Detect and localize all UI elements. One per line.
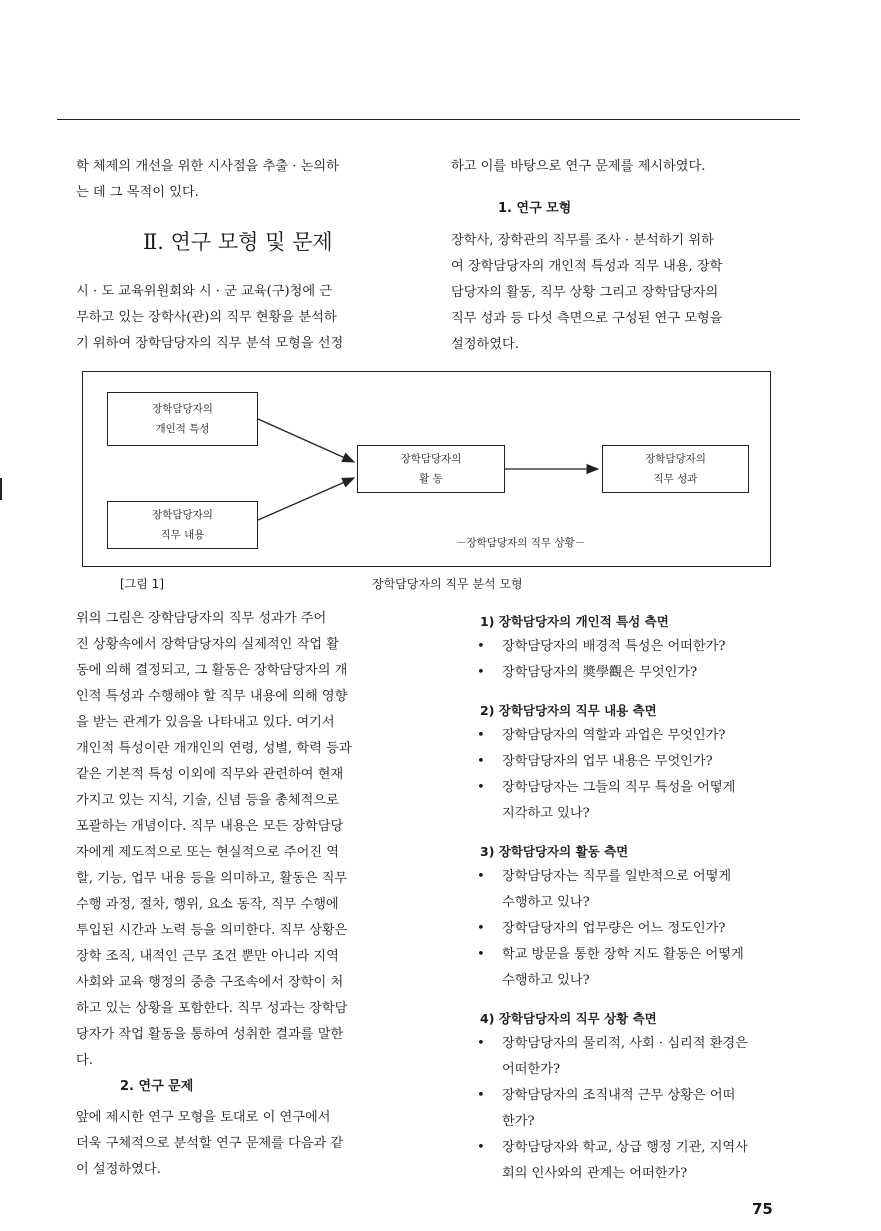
- intro-paragraph-left: 학 체제의 개선을 위한 시사점을 추출 · 논의하 는 데 그 목적이 있다.: [76, 159, 339, 200]
- question-item: • 장학담당자의 업무 내용은 무엇인가?: [480, 749, 808, 775]
- box-job-content: 장학담당자의 직무 내용: [107, 501, 258, 549]
- subsection-title-model: 1. 연구 모형: [498, 201, 572, 216]
- intro-paragraph-right: 하고 이를 바탕으로 연구 문제를 제시하였다.: [451, 159, 706, 174]
- question-group-title: 1) 장학담당자의 개인적 특성 측면: [480, 614, 669, 629]
- question-item: • 장학담당자의 업무량은 어느 정도인가?: [480, 916, 808, 942]
- question-item: • 장학담당자의 奬學觀은 무엇인가?: [480, 660, 808, 686]
- bullet-icon: •: [477, 1036, 485, 1051]
- bullet-icon: •: [477, 869, 485, 884]
- bullet-icon: •: [477, 921, 485, 936]
- question-item: • 학교 방문을 통한 장학 지도 활동은 어떻게 수행하고 있나?: [480, 942, 808, 994]
- question-item: • 장학담당자의 역할과 과업은 무엇인가?: [480, 723, 808, 749]
- box-personal-traits: 장학담당자의 개인적 특성: [107, 392, 258, 446]
- arrow-content-to-activity: [258, 478, 354, 520]
- figure-label: [그림 1]: [120, 577, 164, 591]
- questions-intro-paragraph: 앞에 제시한 연구 모형을 토대로 이 연구에서 더욱 구체적으로 분석할 연구 문제를 다음과 같 이 설정하였다.: [76, 1110, 344, 1177]
- question-item: • 장학담당자는 그들의 직무 특성을 어떻게 지각하고 있나?: [480, 775, 808, 827]
- bullet-icon: •: [477, 754, 485, 769]
- page-number: 75: [752, 1200, 773, 1218]
- model-paragraph: 장학사, 장학관의 직무를 조사 · 분석하기 위하 여 장학담당자의 개인적 특성과 직무 내용, 장학 담당자의 활동, 직무 상황 그리고 장학담당자의 직무 성과 등 다섯 측면으로 구성된 연구 모형을 설정하였다.: [451, 233, 723, 352]
- bullet-icon: •: [477, 947, 485, 962]
- research-questions: [477, 610, 808, 1187]
- box-activity: 장학담당자의 활 동: [357, 445, 505, 493]
- question-group-title: 2) 장학담당자의 직무 내용 측면: [480, 703, 657, 718]
- body-paragraph: 위의 그림은 장학담당자의 직무 성과가 주어 진 상황속에서 장학담당자의 실제적인 작업 활 동에 의해 결정되고, 그 활동은 장학담당자의 개 인적 특성과 수행해야 할 직무 내용에 의해 영향 을 받는 관계가 있음을 나타내고 있다. 여기서 개인적 특성이란 개개인의 연령, 성별, 학력 등과 같은 기본적 특성 이외에 직무와 관련하여 현재 가지고 있는 지식, 기술, 신념 등을 총체적으로 포괄하는 개념이다. 직무 내용은 모든 장학담당 자에게 제도적으로 또는 현실적으로 주어진 역 할, 기능, 업무 내용 등을 의미하고, 활동은 직무 수행 과정, 절차, 행위, 요소 동작, 직무 수행에 투입된 시간과 노력 등을 의미한다. 직무 상황은 장학 조직, 내적인 근무 조건 뿐만 아니라 지역 사회와 교육 행정의 중층 구조속에서 장학이 처 하고 있는 상황을 포함한다. 직무 성과는 장학담 당자가 작업 활동을 통하여 성취한 결과를 말한 다.: [76, 611, 352, 1068]
- question-group-title: 3) 장학담당자의 활동 측면: [480, 844, 629, 859]
- situation-note: －장학담당자의 직무 상황－: [456, 537, 586, 549]
- bullet-icon: •: [477, 780, 485, 795]
- question-item: • 장학담당자와 학교, 상급 행정 기관, 지역사 회의 인사와의 관계는 어떠한가?: [480, 1135, 808, 1187]
- question-item: • 장학담당자는 직무를 일반적으로 어떻게 수행하고 있나?: [480, 864, 808, 916]
- bullet-icon: •: [477, 665, 485, 680]
- figure-caption: 장학담당자의 직무 분석 모형: [372, 577, 523, 591]
- arrow-personal-to-activity: [258, 419, 354, 462]
- bullet-icon: •: [477, 639, 485, 654]
- subsection-title-questions: 2. 연구 문제: [120, 1079, 194, 1094]
- question-item: • 장학담당자의 물리적, 사회 · 심리적 환경은 어떠한가?: [480, 1031, 808, 1083]
- box-job-outcome: 장학담당자의 직무 성과: [602, 445, 749, 493]
- bullet-icon: •: [477, 728, 485, 743]
- question-item: • 장학담당자의 배경적 특성은 어떠한가?: [480, 634, 808, 660]
- section-title: Ⅱ. 연구 모형 및 문제: [143, 230, 333, 254]
- section-paragraph: 시 · 도 교육위원회와 시 · 군 교육(구)청에 근 무하고 있는 장학사(관)의 직무 현황을 분석하 기 위하여 장학담당자의 직무 분석 모형을 선정: [76, 284, 344, 351]
- question-item: • 장학담당자의 조직내적 근무 상황은 어떠 한가?: [480, 1083, 808, 1135]
- bullet-icon: •: [477, 1140, 485, 1155]
- bullet-icon: •: [477, 1088, 485, 1103]
- question-group-title: 4) 장학담당자의 직무 상황 측면: [480, 1011, 657, 1026]
